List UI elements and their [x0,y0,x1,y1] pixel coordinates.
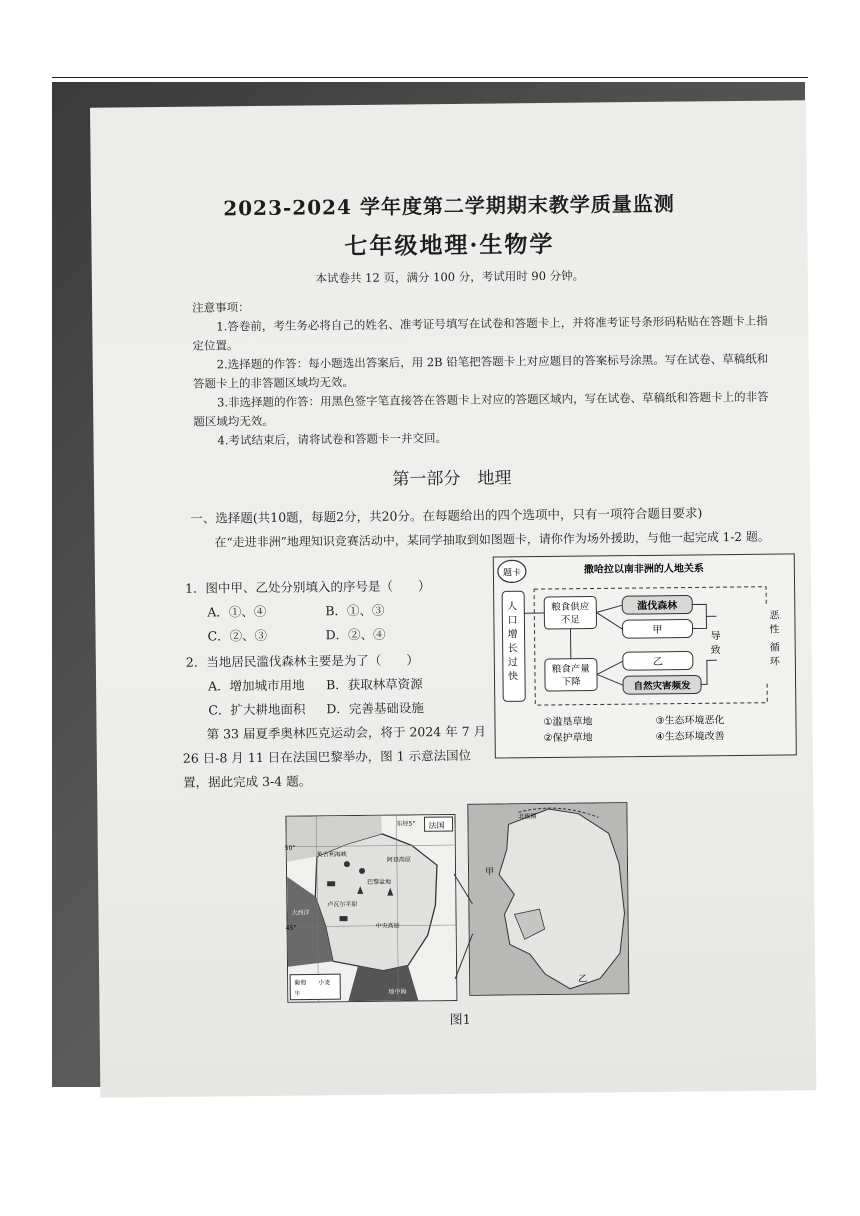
pop-growth-label: 人口增长过快 [507,601,519,683]
cattle-icon [327,881,335,886]
place-label: 地中海 [388,988,407,996]
olympics-text: 第 33 届夏季奥林匹克运动会，将于 2024 年 7 月 26 日-8 月 11 日在法国巴黎举办，图 1 示意法国位置，据此完成 3-4 题。 [182,723,487,790]
option: A．①、④ [207,603,267,620]
legend-item: ②保护草地 [543,732,593,745]
notice-item: 3.非选择题的作答：用黑色签字笔直接答在答题卡上对应的答题区域内，写在试卷、草稿纸和答题卡上的非答题区域均无效。 [193,389,769,429]
disaster-label: 自然灾害频发 [633,680,691,693]
deforest-label: 滥伐森林 [637,600,678,613]
exam-subtitle: 七年级地理·生物学 [344,230,555,261]
longitude-label: 东经5° [396,820,416,828]
mediterranean-sea [348,965,418,1001]
jia-label: 甲 [652,624,663,636]
place-label: 大西洋 [291,909,310,917]
option: C．扩大耕地面积 [208,701,306,718]
legend-wheat: 小麦 [318,979,331,987]
legend-grape: 葡萄 [294,979,307,987]
question-stem: 2．当地居民滥伐森林主要是为了（ ） [185,652,419,670]
yi-label: 乙 [652,656,663,668]
photo-background [52,82,805,1087]
legend-item: ④生态环境改善 [655,731,725,743]
exam-title: 2023-2024 学年度第二学期期末教学质量监测 [223,191,675,221]
arctic-circle-label: 北极圈 [518,813,537,821]
place-label: 中央高原 [375,922,400,930]
option: A．增加城市用地 [208,677,305,694]
legend-item: ①滥垦草地 [543,716,593,729]
olympics-paragraph [182,720,493,795]
europe-map-svg [468,803,628,995]
option: D．完善基础设施 [326,700,424,717]
food-drop-label: 粮食产量下降 [551,663,590,688]
notices [192,293,774,451]
legend-cattle: 牛 [294,990,301,998]
card-svg [494,554,796,757]
intro-text: 在“走进非洲”地理知识竞赛活动中，某同学抽取到如图题卡，请你作为场外援助，与他一起完成 1-2 题。 [214,529,770,550]
top-rule [52,77,808,78]
legend-item: ③生态环境恶化 [655,715,725,727]
arrow [597,661,623,674]
food-short-label: 粮食供应不足 [551,601,590,626]
lead-label: 导致 [710,631,721,657]
exam-sheet [90,100,816,1097]
section-heading: 一、选择题(共10题，每题2分，共20分。在每题给出的四个选项中，只有一项符合题目要求) [190,505,703,526]
place-label: 巴黎盆地 [367,878,392,886]
option: D．②、④ [325,626,386,643]
jia-marker: 甲 [484,867,495,878]
question-stem: 1．图中甲、乙处分别填入的序号是（ ） [184,578,431,596]
card-title: 撒哈拉以南非洲的人地关系 [583,563,704,576]
cattle-icon [339,916,347,921]
option: B．①、③ [325,602,385,619]
place-label: 阿登高原 [386,856,411,864]
arrow [597,674,623,685]
france-map [285,814,457,1003]
question-1 [185,574,486,649]
cycle-label: 恶性循环 [769,610,780,668]
notice-item: 4.考试结束后，请将试卷和答题卡一并交回。 [217,431,448,448]
option: C．②、③ [207,627,268,644]
card-tag: 题卡 [502,568,521,579]
notice-heading: 注意事项： [192,300,250,315]
arrow [596,612,622,629]
part-heading: 第一部分 地理 [392,468,512,490]
place-label: 卢瓦尔平原 [327,900,358,909]
notice-item: 1.答卷前，考生务必将自己的姓名、准考证号填写在试卷和答题卡上，并将准考证号条形码粘贴在答题卡上指定位置。 [192,313,768,353]
europe-map [467,802,629,996]
option: B．获取林草资源 [325,676,423,693]
notice-item: 2.选择题的作答：每小题选出答案后，用 2B 铅笔把答题卡上对应题目的答案标号涂黑。写在试卷、草稿纸和答题卡上的非答题区域均无效。 [192,351,769,391]
figure-caption: 图1 [449,1012,471,1029]
question-card-diagram [493,553,797,758]
map-connector [454,864,473,984]
yi-marker: 乙 [578,974,588,985]
bracket [701,660,717,684]
place-label: 英吉利海峡 [316,851,347,859]
map-title: 法国 [428,821,445,831]
question-2 [186,648,487,723]
bracket [692,604,706,628]
latitude-label: 50° [284,844,296,852]
intro-paragraph [190,525,790,553]
france-map-svg [286,815,456,1002]
arrow [596,605,622,612]
latitude-label: 45° [285,924,297,932]
exam-info: 本试卷共 12 页，满分 100 分，考试用时 90 分钟。 [315,268,585,286]
